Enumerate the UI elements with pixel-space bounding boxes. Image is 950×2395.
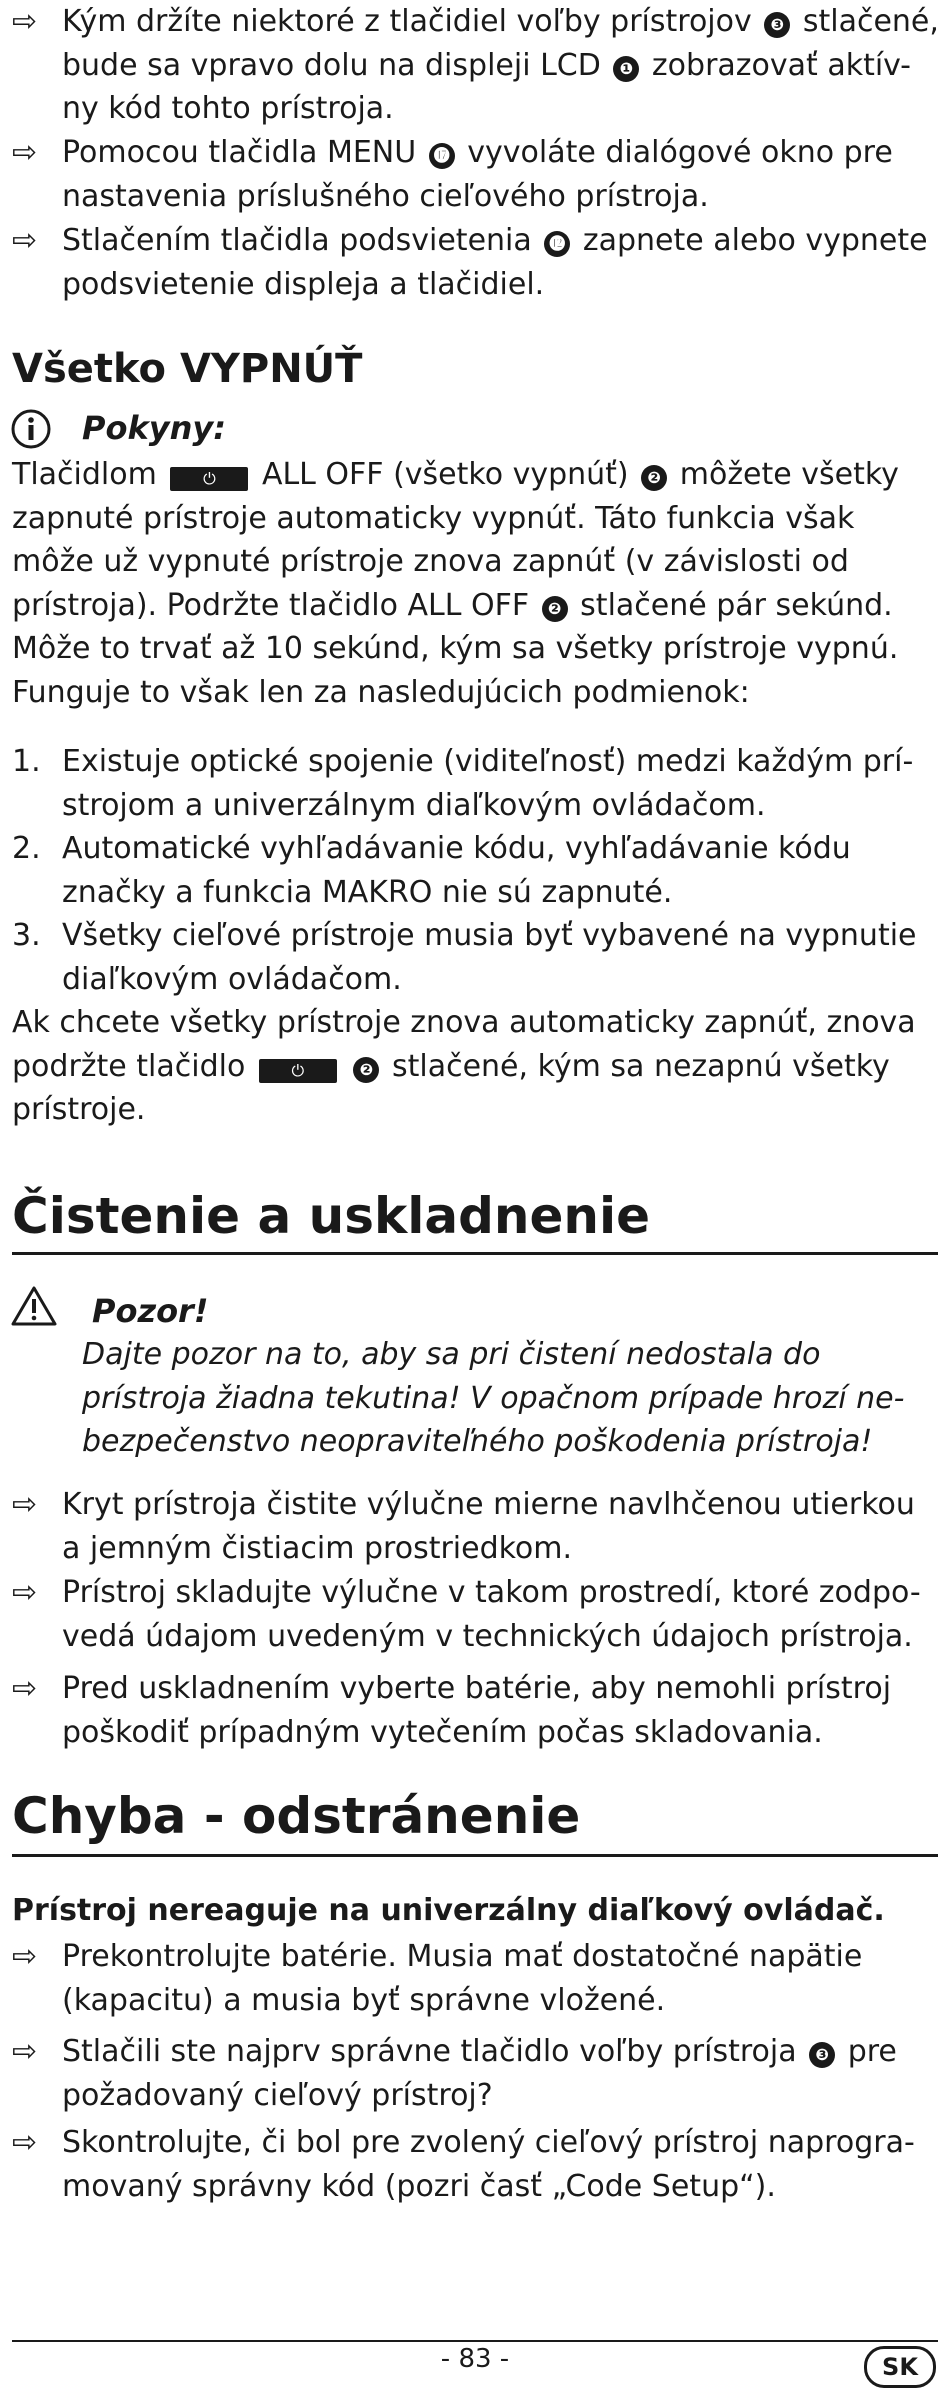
footer-rule <box>12 2340 938 2342</box>
intro-bullet-3 <box>12 219 928 306</box>
arrow-icon: ⇨ <box>12 1487 38 1522</box>
list-item: 2. Automatické vyhľadávanie kódu, vyhľadávanie kódu značky a funkcia MAKRO nie sú zapnuté. <box>12 831 851 910</box>
section-heading-troubleshooting: Chyba - odstránenie <box>12 1787 581 1845</box>
arrow-icon: ⇨ <box>12 1671 38 1706</box>
key-marker-17: ⓱ <box>429 143 455 169</box>
warning-text: Dajte pozor na to, aby sa pri čistení nedostala do prístroja žiadna tekutina! V opačnom prípade hrozí ne- bezpečenstvo neopraviteľného poškodenia prístroja! <box>82 1337 905 1459</box>
intro-bullet-1 <box>12 0 939 131</box>
section-rule <box>12 1854 938 1857</box>
key-marker-2: ❷ <box>641 465 667 491</box>
section-rule <box>12 1252 938 1255</box>
arrow-icon: ⇨ <box>12 4 38 39</box>
text-line: nastavenia príslušného cieľového prístroja. <box>62 178 709 214</box>
key-marker-3: ❸ <box>809 2042 835 2068</box>
key-marker-1: ❶ <box>613 56 639 82</box>
section-heading-cleaning: Čistenie a uskladnenie <box>12 1187 651 1245</box>
cleaning-bullet: ⇨ Pred uskladnením vyberte batérie, aby nemohli prístroj poškodiť prípadným vytečením počas skladovania. <box>12 1667 891 1754</box>
text-line: Môže to trvať až 10 sekúnd, kým sa všetky prístroje vypnú. <box>12 631 899 666</box>
cleaning-bullet: ⇨ Prístroj skladujte výlučne v takom prostredí, ktoré zodpo- vedá údajom uvedeným v technických údajoch prístroja. <box>12 1571 921 1658</box>
note-title: Pokyny: <box>82 409 227 447</box>
all-off-paragraph <box>12 453 938 714</box>
section-heading-all-off: Všetko VYPNÚŤ <box>12 346 363 392</box>
arrow-icon: ⇨ <box>12 2125 38 2160</box>
text-line: bude sa vpravo dolu na displeji LCD ❶ zobrazovať aktív- <box>62 47 911 83</box>
warning-triangle-icon <box>10 1285 58 1327</box>
text-line: prístroja). Podržte tlačidlo ALL OFF ❷ stlačené pár sekúnd. <box>12 587 893 623</box>
arrow-icon: ⇨ <box>12 135 38 170</box>
text-line: môže už vypnuté prístroje znova zapnúť (v závislosti od <box>12 544 849 579</box>
text-line: Kým držíte niektoré z tlačidiel voľby prístrojov ❸ stlačené, <box>62 4 939 39</box>
arrow-icon: ⇨ <box>12 1939 38 1974</box>
list-item: 3. Všetky cieľové prístroje musia byť vybavené na vypnutie diaľkovým ovládačom. <box>12 918 917 997</box>
info-icon <box>10 408 52 450</box>
list-item: 1. Existuje optické spojenie (viditeľnosť) medzi každým prí- strojom a univerzálnym diaľkovým ovládačom. <box>12 744 914 823</box>
cleaning-bullet: ⇨ Kryt prístroja čistite výlučne mierne navlhčenou utierkou a jemným čistiacim prostriedkom. <box>12 1483 915 1570</box>
power-button-icon: ⏻ <box>259 1059 337 1083</box>
text-line: Funguje to však len za nasledujúcich podmienok: <box>12 674 750 710</box>
text-line: Stlačením tlačidla podsvietenia ⓬ zapnete alebo vypnete <box>62 223 928 258</box>
power-button-icon: ⏻ <box>170 467 248 491</box>
arrow-icon: ⇨ <box>12 1575 38 1610</box>
key-marker-2: ❷ <box>542 596 568 622</box>
text-line: Pomocou tlačidla MENU ⓱ vyvoláte dialógové okno pre <box>62 135 893 170</box>
text-line: zapnuté prístroje automaticky vypnúť. Táto funkcia však <box>12 500 855 536</box>
all-off-paragraph-2: Ak chcete všetky prístroje znova automaticky zapnúť, znova podržte tlačidlo ⏻ ❷ stlačené, kým sa nezapnú všetky prístroje. <box>12 1005 916 1127</box>
key-marker-12: ⓬ <box>544 231 570 257</box>
language-badge: SK <box>864 2346 936 2388</box>
page-number: - 83 - <box>440 2344 510 2374</box>
text-line: Tlačidlom ⏻ ALL OFF (všetko vypnúť) ❷ môžete všetky <box>12 457 899 492</box>
warning-title: Pozor! <box>92 1292 209 1330</box>
troubleshooting-subheading: Prístroj nereaguje na univerzálny diaľkový ovládač. <box>12 1893 885 1928</box>
arrow-icon: ⇨ <box>12 223 38 258</box>
troubleshooting-bullet: ⇨ Stlačili ste najprv správne tlačidlo voľby prístroja ❸ pre požadovaný cieľový prístroj? <box>12 2030 897 2117</box>
key-marker-3: ❸ <box>764 12 790 38</box>
troubleshooting-bullet: ⇨ Prekontrolujte batérie. Musia mať dostatočné napätie (kapacitu) a musia byť správne vložené. <box>12 1935 862 2022</box>
text-line: ny kód tohto prístroja. <box>62 91 394 126</box>
arrow-icon: ⇨ <box>12 2034 38 2069</box>
intro-bullet-2 <box>12 131 893 218</box>
troubleshooting-bullet: ⇨ Skontrolujte, či bol pre zvolený cieľový prístroj naprogra- movaný správny kód (pozri časť „Code Setup“). <box>12 2121 915 2208</box>
key-marker-2: ❷ <box>353 1057 379 1083</box>
text-line: podsvietenie displeja a tlačidiel. <box>62 266 545 302</box>
